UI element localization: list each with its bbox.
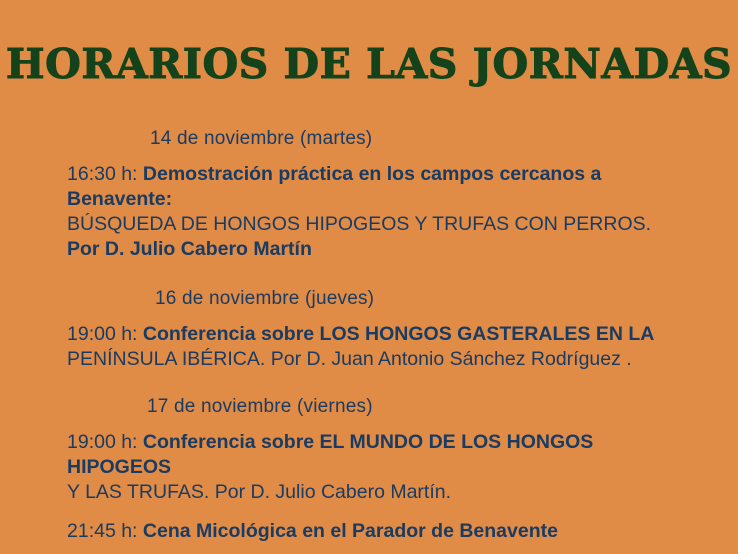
schedule-entry-2 [0,322,738,372]
schedule-entry-3 [0,430,738,505]
entry-line1-1: Demostración práctica en los campos cercanos a Benavente: [67,163,602,210]
day-heading-1: 14 de noviembre (martes) [150,128,373,149]
entry-line1-4: Cena Micológica en el Parador de Benavente [142,520,558,542]
spacer-2 [0,382,738,396]
day-heading-2: 16 de noviembre (jueves) [155,288,375,309]
entry-line2-3: Y LAS TRUFAS. Por D. Julio Cabero Martín. [67,481,452,503]
schedule-entry-4 [0,519,738,544]
spacer-1 [0,272,738,288]
entry-time-4: 21:45 h: [67,520,138,542]
entry-line2-2: PENÍNSULA IBÉRICA. Por D. Juan Antonio Sánchez Rodríguez . [67,348,632,370]
day-block-2 [0,288,738,372]
schedule-content [0,128,738,554]
entry-time-1: 16:30 h: [67,163,138,185]
day-block-1 [0,128,738,262]
entry-line3-1: Por D. Julio Cabero Martín [67,238,312,260]
entry-time-3: 19:00 h: [67,431,138,453]
schedule-entry-1 [0,162,738,262]
day-heading-3: 17 de noviembre (viernes) [147,396,373,417]
page-title: HORARIOS DE LAS JORNADAS [5,40,733,88]
entry-line1-2: Conferencia sobre LOS HONGOS GASTERALES EN LA [142,323,655,345]
spacer-3 [0,509,738,519]
entry-time-2: 19:00 h: [67,323,138,345]
entry-line1-3: Conferencia sobre EL MUNDO DE LOS HONGOS HIPOGEOS [67,431,594,478]
day-block-3 [0,396,738,544]
entry-line2-1: BÚSQUEDA DE HONGOS HIPOGEOS Y TRUFAS CON PERROS. [67,213,652,235]
